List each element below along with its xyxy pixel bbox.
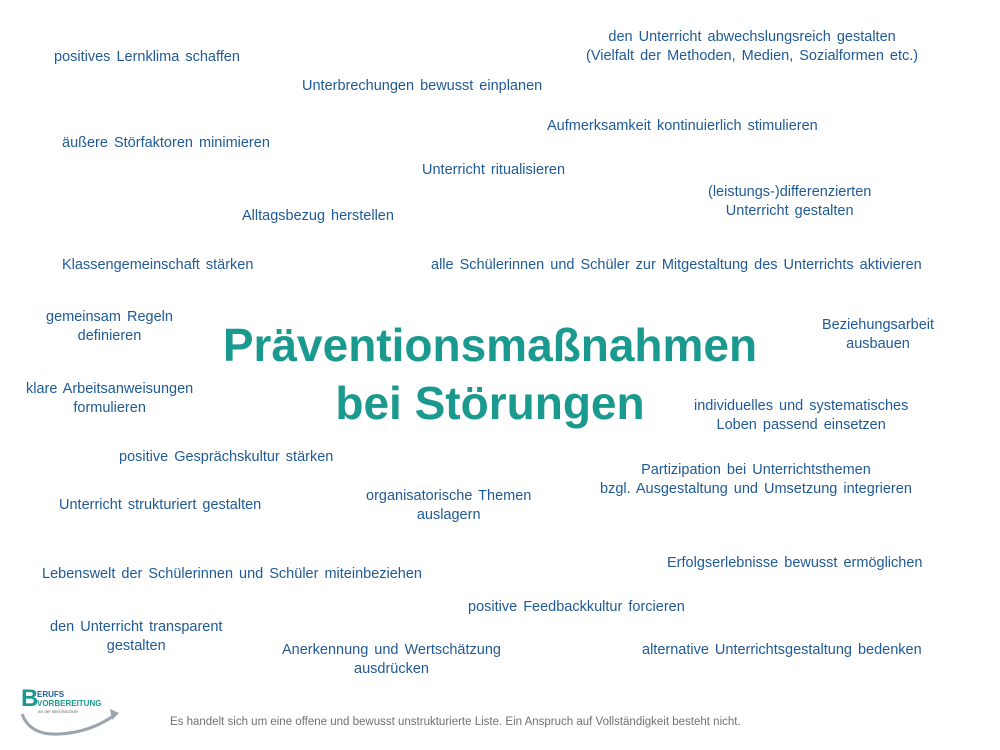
item-mitgestaltung-aktivieren: alle Schülerinnen und Schüler zur Mitgestaltung des Unterrichts aktivieren bbox=[431, 257, 922, 273]
item-gespraechskultur: positive Gesprächskultur stärken bbox=[119, 449, 334, 465]
item-unterricht-transparent: den Unterricht transparent gestalten bbox=[50, 619, 223, 654]
item-unterricht-ritualisieren: Unterricht ritualisieren bbox=[422, 162, 566, 178]
item-regeln-definieren: gemeinsam Regeln definieren bbox=[46, 309, 173, 344]
item-loben-einsetzen: individuelles und systematisches Loben passend einsetzen bbox=[694, 398, 909, 433]
item-partizipation: Partizipation bei Unterrichtsthemen bzgl. Ausgestaltung und Umsetzung integrieren bbox=[600, 462, 912, 497]
item-arbeitsanweisungen: klare Arbeitsanweisungen formulieren bbox=[26, 381, 194, 416]
item-feedbackkultur: positive Feedbackkultur forcieren bbox=[468, 599, 685, 615]
item-anerkennung-wertschaetzung: Anerkennung und Wertschätzung ausdrücken bbox=[282, 642, 501, 677]
item-stoerfaktoren-minimieren: äußere Störfaktoren minimieren bbox=[62, 135, 270, 151]
item-unterricht-abwechslungsreich: den Unterricht abwechslungsreich gestalten (Vielfalt der Methoden, Medien, Sozialformen etc.) bbox=[586, 29, 919, 64]
item-lebenswelt: Lebenswelt der Schülerinnen und Schüler miteinbeziehen bbox=[42, 566, 422, 582]
svg-text:ERUFS: ERUFS bbox=[37, 690, 65, 699]
item-klassengemeinschaft: Klassengemeinschaft stärken bbox=[62, 257, 254, 273]
svg-text:an der Berufsschule: an der Berufsschule bbox=[38, 709, 79, 714]
item-alltagsbezug: Alltagsbezug herstellen bbox=[242, 208, 394, 224]
item-beziehungsarbeit: Beziehungsarbeit ausbauen bbox=[822, 317, 935, 352]
item-aufmerksamkeit-stimulieren: Aufmerksamkeit kontinuierlich stimulieren bbox=[547, 118, 818, 134]
item-organisatorische-themen: organisatorische Themen auslagern bbox=[366, 488, 532, 523]
berufsvorbereitung-logo bbox=[18, 684, 128, 740]
item-erfolgserlebnisse: Erfolgserlebnisse bewusst ermöglichen bbox=[667, 555, 923, 571]
svg-text:B: B bbox=[21, 685, 39, 712]
page-title: Präventionsmaßnahmen bei Störungen bbox=[222, 319, 758, 429]
item-alternative-gestaltung: alternative Unterrichtsgestaltung bedenken bbox=[642, 642, 922, 658]
item-unterricht-strukturiert: Unterricht strukturiert gestalten bbox=[59, 497, 262, 513]
item-differenzierter-unterricht: (leistungs-)differenzierten Unterricht gestalten bbox=[708, 184, 872, 219]
svg-text:VORBEREITUNG: VORBEREITUNG bbox=[37, 699, 102, 708]
item-positives-lernklima: positives Lernklima schaffen bbox=[54, 49, 240, 65]
item-unterbrechungen-einplanen: Unterbrechungen bewusst einplanen bbox=[302, 78, 543, 94]
footnote-disclaimer: Es handelt sich um eine offene und bewusst unstrukturierte Liste. Ein Anspruch auf Vollständigkeit besteht nicht. bbox=[170, 716, 741, 728]
